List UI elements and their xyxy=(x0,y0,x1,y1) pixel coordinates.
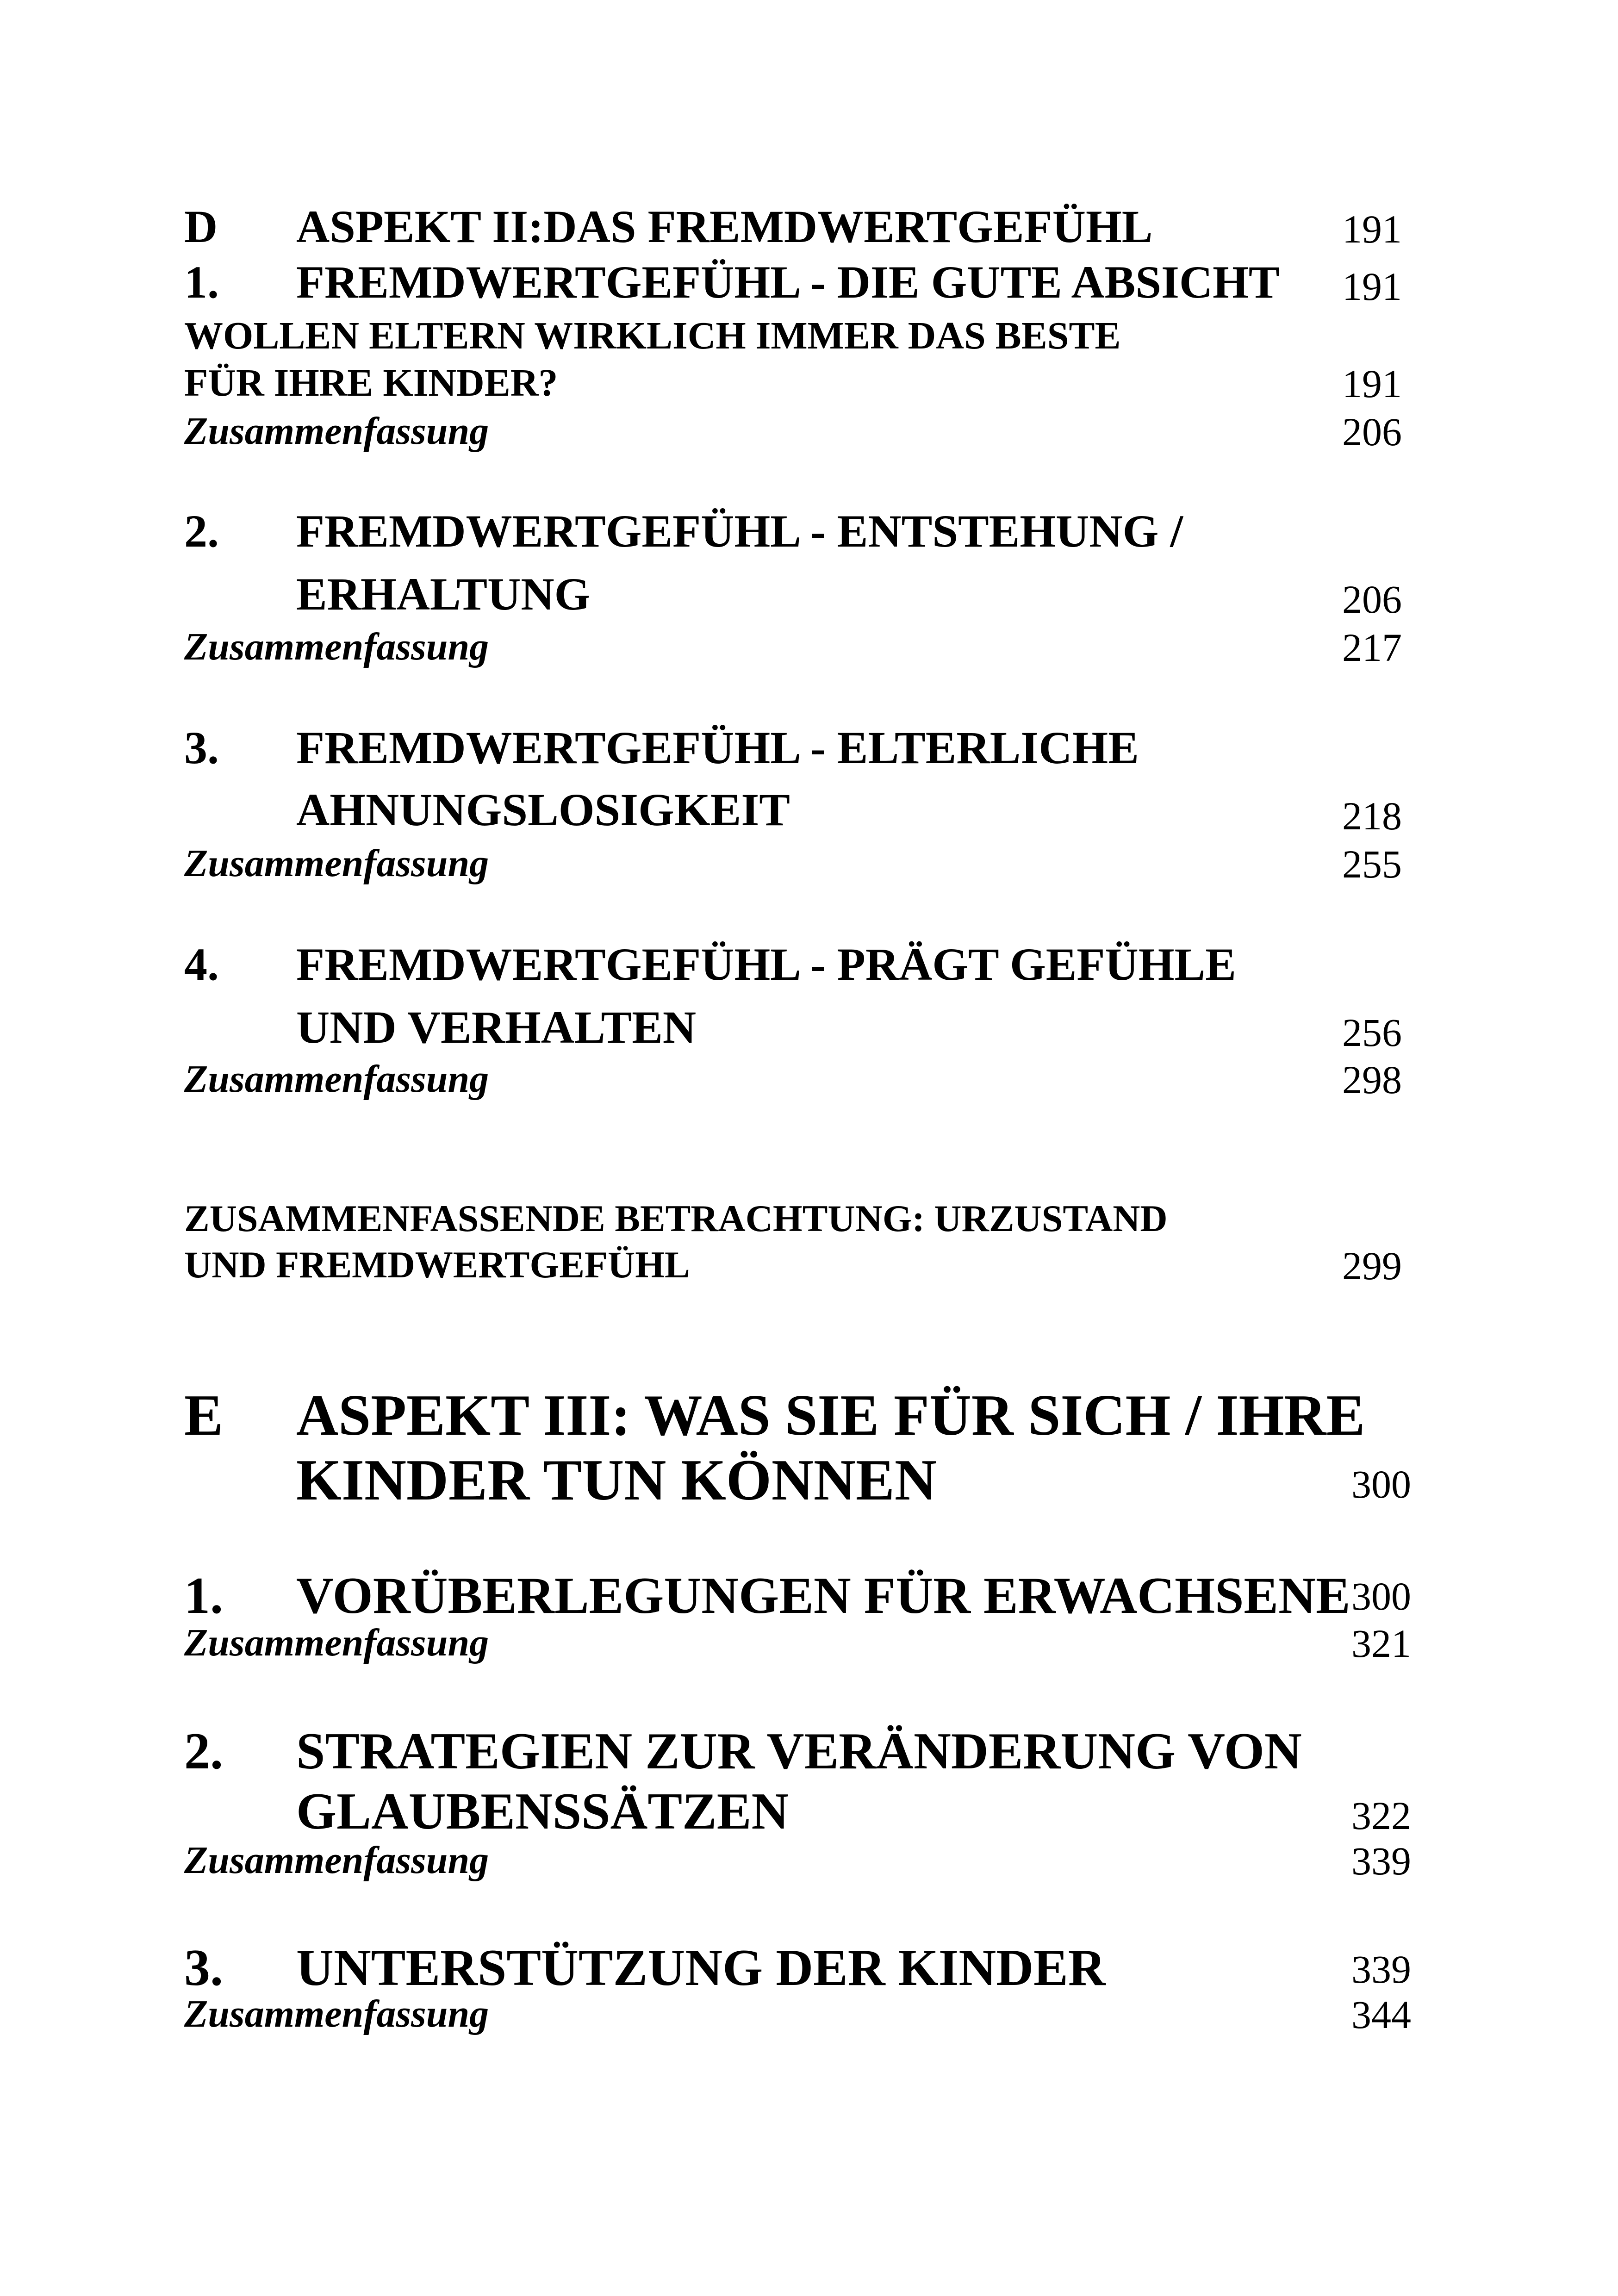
toc-summary-label: Zusammenfassung xyxy=(184,625,489,668)
toc-summary-page: 255 xyxy=(1342,842,1402,886)
section-e-letter: E xyxy=(184,1383,224,1448)
section-d-page: 191 xyxy=(1342,207,1402,251)
toc-summary-page: 206 xyxy=(1342,410,1402,454)
toc-item-page: 339 xyxy=(1351,1947,1411,1991)
toc-item-title: UNTERSTÜTZUNG DER KINDER xyxy=(296,1939,1106,1997)
toc-item-number: 1. xyxy=(184,256,219,308)
toc-item-title-line1: STRATEGIEN ZUR VERÄNDERUNG VON xyxy=(296,1723,1302,1780)
toc-closing-page: 299 xyxy=(1342,1244,1402,1288)
toc-item-title-line1: FREMDWERTGEFÜHL - ENTSTEHUNG / xyxy=(296,505,1183,557)
section-d-letter: D xyxy=(184,201,218,252)
toc-item-page: 206 xyxy=(1342,577,1402,622)
toc-summary-label: Zusammenfassung xyxy=(184,1839,489,1882)
toc-summary-page: 321 xyxy=(1351,1621,1411,1666)
toc-summary-label: Zusammenfassung xyxy=(184,1058,489,1101)
toc-item-number: 2. xyxy=(184,1723,223,1780)
toc-item-title-line1: FREMDWERTGEFÜHL - PRÄGT GEFÜHLE xyxy=(296,939,1236,990)
toc-summary-label: Zusammenfassung xyxy=(184,842,489,885)
toc-item-page: 300 xyxy=(1351,1574,1411,1618)
toc-summary-page: 298 xyxy=(1342,1058,1402,1102)
toc-item-title-line2: ERHALTUNG xyxy=(296,568,591,620)
toc-item-title-line1: FREMDWERTGEFÜHL - ELTERLICHE xyxy=(296,722,1139,773)
toc-item-number: 4. xyxy=(184,939,219,990)
toc-item-number: 2. xyxy=(184,505,219,557)
toc-summary-label: Zusammenfassung xyxy=(184,410,489,453)
toc-closing-line1: ZUSAMMENFASSENDE BETRACHTUNG: URZUSTAND xyxy=(184,1197,1168,1239)
toc-summary-label: Zusammenfassung xyxy=(184,1621,489,1664)
toc-item-page: 256 xyxy=(1342,1010,1402,1055)
section-d-title: ASPEKT II:DAS FREMDWERTGEFÜHL xyxy=(296,201,1153,252)
section-e-title-line2: KINDER TUN KÖNNEN xyxy=(296,1448,937,1512)
toc-item-title: FREMDWERTGEFÜHL - DIE GUTE ABSICHT xyxy=(296,256,1280,308)
section-e-page: 300 xyxy=(1351,1462,1411,1506)
toc-closing-line2: UND FREMDWERTGEFÜHL xyxy=(184,1244,690,1286)
toc-item-page: 191 xyxy=(1342,264,1402,309)
toc-subheading-page: 191 xyxy=(1342,361,1402,406)
toc-item-title-line2: UND VERHALTEN xyxy=(296,1002,697,1053)
toc-item-title-line2: AHNUNGSLOSIGKEIT xyxy=(296,784,790,835)
toc-item-number: 1. xyxy=(184,1567,223,1624)
toc-item-page: 218 xyxy=(1342,794,1402,838)
toc-item-title-line2: GLAUBENSSÄTZEN xyxy=(296,1783,789,1840)
toc-summary-page: 339 xyxy=(1351,1839,1411,1883)
toc-item-number: 3. xyxy=(184,1939,223,1997)
toc-item-title: VORÜBERLEGUNGEN FÜR ERWACHSENE xyxy=(296,1567,1350,1624)
toc-item-page: 322 xyxy=(1351,1793,1411,1838)
toc-summary-page: 344 xyxy=(1351,1992,1411,2037)
toc-summary-label: Zusammenfassung xyxy=(184,1992,489,2035)
toc-subheading-line1: WOLLEN ELTERN WIRKLICH IMMER DAS BESTE xyxy=(184,314,1121,357)
toc-summary-page: 217 xyxy=(1342,625,1402,670)
toc-subheading-line2: FÜR IHRE KINDER? xyxy=(184,361,558,404)
section-e-title-line1: ASPEKT III: WAS SIE FÜR SICH / IHRE xyxy=(296,1383,1365,1448)
toc-item-number: 3. xyxy=(184,722,219,773)
